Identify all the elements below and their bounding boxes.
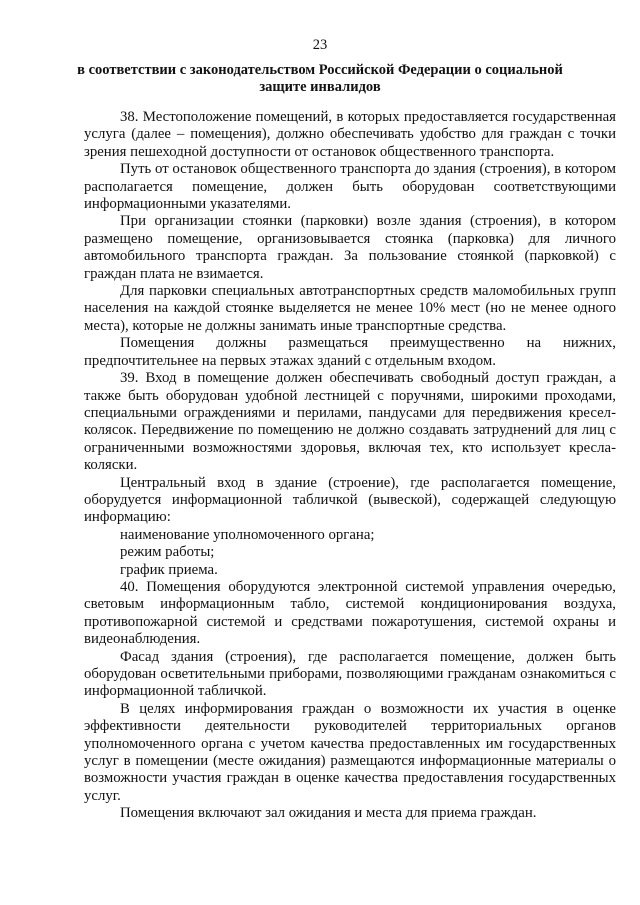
document-body xyxy=(84,109,616,823)
paragraph-39: 39. Вход в помещение должен обеспечивать свободный доступ граждан, а также быть оборудован удобной лестницей с поручнями, широкими проходами, специальными ограждениями и перилами, пандусами для передвижения кресел-колясок. Передвижение по помещению не должно создавать затруднений для лиц с ограниченными возможностями здоровья, включая тех, кто использует кресла-коляски. xyxy=(84,370,616,474)
paragraph-40: 40. Помещения оборудуются электронной системой управления очередью, световым информационным табло, системой кондиционирования воздуха, противопожарной системой и средствами пожаротушения, системой охраны и видеонаблюдения. xyxy=(84,578,616,648)
page-number: 23 xyxy=(312,37,328,53)
paragraph-special-parking: Для парковки специальных автотранспортных средств маломобильных групп населения на каждой стоянке выделяется не менее 10% мест (но не менее одного места), которые не должны занимать иные транспортные средства. xyxy=(84,283,616,334)
section-title: в соответствии с законодательством Российской Федерации о социальной защите инвалидов xyxy=(77,62,563,95)
paragraph-facade: Фасад здания (строения), где располагается помещение, должен быть оборудован осветительными приборами, позволяющими гражданам ознакомиться с информационной табличкой. xyxy=(84,648,616,700)
paragraph-central-entrance: Центральный вход в здание (строение), где располагается помещение, оборудуется информационной табличкой (вывеской), содержащей следующую информацию: xyxy=(84,474,616,526)
list-item-organ-name: наименование уполномоченного органа; xyxy=(120,526,375,543)
list-item-work-schedule: режим работы; xyxy=(120,544,215,561)
list-item-reception-schedule: график приема. xyxy=(120,561,218,578)
paragraph-informing: В целях информирования граждан о возможности их участия в оценке эффективности деятельности руководителей территориальных органов уполномоченного органа с учетом качества предоставленных им государственных услуг в помещении (месте ожидания) размещаются информационные материалы о возможности участия граждан в оценке качества предоставления государственных услуг. xyxy=(84,700,616,804)
paragraph-transport-path: Путь от остановок общественного транспорта до здания (строения), в котором располагается помещение, должен быть оборудован соответствующими информационными указателями. xyxy=(84,161,616,213)
paragraph-38: 38. Местоположение помещений, в которых предоставляется государственная услуга (далее – помещения), должно обеспечивать удобство для граждан с точки зрения пешеходной доступности от остановок общественного транспорта. xyxy=(84,109,616,160)
paragraph-premises: Помещения включают зал ожидания и места для приема граждан. xyxy=(120,805,537,822)
paragraph-floors: Помещения должны размещаться преимущественно на нижних, предпочтительнее на первых этажах зданий с отдельным входом. xyxy=(84,335,616,369)
paragraph-parking: При организации стоянки (парковки) возле здания (строения), в котором размещено помещение, организовывается стоянка (парковка) для личного автомобильного транспорта граждан. За пользование стоянкой (парковкой) с граждан плата не взимается. xyxy=(84,213,616,282)
